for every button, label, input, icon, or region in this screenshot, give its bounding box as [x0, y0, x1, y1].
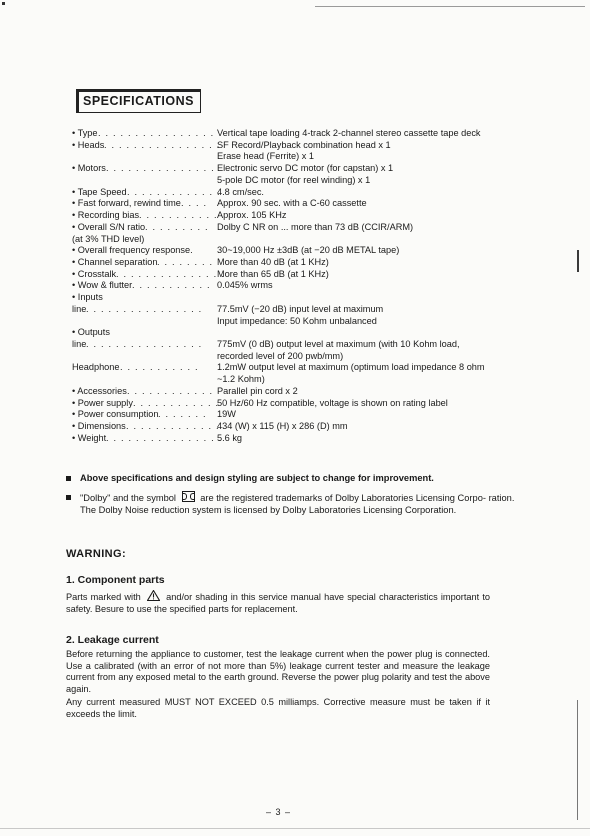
spec-row — [72, 222, 532, 233]
notes-block — [66, 472, 526, 523]
spec-value: 19W — [217, 409, 236, 420]
bullet-icon — [66, 495, 71, 500]
scan-edge-mark — [577, 250, 579, 272]
spec-row — [72, 187, 532, 198]
spec-label: • Recording bias — [72, 210, 140, 220]
spec-row — [72, 398, 532, 409]
spec-leader-dots: . . . . . . . . . . . — [139, 210, 218, 220]
component-parts-heading: 1. Component parts — [66, 574, 165, 586]
spec-value: 775mV (0 dB) output level at maximum (with 10 Kohm load, — [217, 339, 460, 349]
warning-triangle-icon — [147, 590, 160, 601]
spec-label: • Crosstalk — [72, 268, 117, 279]
note-change-text: Above specifications and design styling are subject to change for improvement. — [80, 473, 434, 483]
note-dolby-text-a: "Dolby" and the symbol — [80, 493, 177, 503]
scan-bottom-line — [0, 828, 590, 829]
spec-value: 4.8 cm/sec. — [217, 186, 264, 197]
spec-leader-dots: . . . . . . . . . . . . . . . — [116, 268, 225, 279]
spec-leader-dots: . . . . — [181, 198, 208, 209]
spec-leader-dots: . . . . . . . — [158, 409, 207, 420]
spec-row — [72, 128, 532, 139]
spec-value: 77.5mV (−20 dB) input level at maximum — [217, 303, 384, 314]
specifications-title: SPECIFICATIONS — [76, 89, 201, 113]
spec-value: 30~19,000 Hz ±3dB (at −20 dB METAL tape) — [217, 245, 400, 256]
spec-value: Parallel pin cord x 2 — [217, 385, 298, 396]
spec-label: • Channel separation — [72, 256, 158, 267]
spec-leader-dots: . . . . . . . . . . . . . . . . — [98, 128, 215, 138]
spec-row — [72, 245, 532, 256]
component-parts-text-c: safety. Besure to use the specified parts for replacement. — [66, 603, 298, 614]
spec-value: Vertical tape loading 4-track 2-channel stereo cassette tape deck — [217, 128, 481, 138]
spec-value: 0.045% wrms — [217, 280, 273, 291]
spec-leader-dots: . . . . . . . . . . . . . . . . — [104, 139, 221, 150]
note-dolby-text-c: ration. The Dolby Noise reduction system is licensed by Dolby Laboratories Licensing Corporation. — [80, 493, 515, 515]
spec-value: 1.2mW output level at maximum (optimum load impedance 8 ohm — [217, 362, 485, 373]
spec-leader-dots: . . . . . . . . . . . . . . . . — [106, 432, 223, 443]
spec-label: • Type — [72, 128, 98, 138]
spec-value: Input impedance: 50 Kohm unbalanced — [217, 315, 377, 326]
page-number: – 3 – — [266, 807, 292, 817]
leakage-current-para1: Before returning the appliance to customer, test the leakage current when the power plug is connected. Use a calibrated (with an error of not more than 5%) leakage current tester and measure the leakage current from any exposed metal to the earth ground. Reverse the power plug polarity and test the above again. — [66, 649, 490, 694]
spec-value: Erase head (Ferrite) x 1 — [217, 151, 315, 162]
warning-heading: WARNING: — [66, 548, 127, 560]
spec-leader-dots: . . . . . . . . . . . . . — [127, 186, 221, 197]
leakage-current-heading: 2. Leakage current — [66, 634, 159, 646]
spec-label: • Accessories — [72, 385, 127, 396]
spec-row — [72, 433, 532, 444]
spec-row — [72, 140, 532, 151]
spec-row — [72, 386, 532, 397]
spec-value: 5.6 kg — [217, 432, 243, 443]
spec-row — [72, 339, 532, 350]
spec-leader-dots: . . . . . . . . . . . . . . . — [106, 163, 215, 174]
spec-leader-dots: . . . . . . . . . — [145, 221, 209, 232]
spec-label: • Fast forward, rewind time — [72, 198, 181, 209]
spec-row — [72, 175, 532, 186]
spec-label: • Tape Speed — [72, 186, 127, 197]
note-dolby — [66, 491, 526, 516]
component-parts-text-b: and/or shading in this service manual have special characteristics important to — [166, 592, 491, 602]
scan-edge-mark — [577, 700, 578, 820]
bullet-icon — [66, 476, 71, 481]
leakage-current-para2: Any current measured MUST NOT EXCEED 0.5 milliamps. Corrective measure must be taken if it exceeds the limit. — [66, 697, 490, 719]
spec-row — [72, 362, 532, 373]
spec-label: • Dimensions — [72, 421, 126, 431]
spec-value: 50 Hz/60 Hz compatible, voltage is shown on rating label — [217, 397, 448, 408]
spec-label: • Weight — [72, 432, 107, 443]
spec-row — [72, 421, 532, 432]
spec-value: 5-pole DC motor (for reel winding) x 1 — [217, 174, 371, 185]
component-parts-text-a: Parts marked with — [66, 592, 141, 602]
spec-row — [72, 351, 532, 362]
spec-label: • Inputs — [72, 292, 103, 303]
spec-label: • Heads — [72, 139, 105, 150]
spec-leader-dots: . . . . . . . . . . . . . — [126, 421, 220, 431]
spec-value: ~1.2 Kohm) — [217, 374, 265, 385]
scan-mark — [2, 2, 5, 5]
component-parts-text — [66, 590, 490, 615]
spec-value: Electronic servo DC motor (for capstan) x 1 — [217, 163, 394, 174]
spec-value: More than 65 dB (at 1 KHz) — [217, 268, 329, 279]
spec-label: • Power supply — [72, 397, 133, 408]
spec-value: Dolby C NR on ... more than 73 dB (CCIR/ARM) — [217, 221, 414, 232]
spec-leader-dots: . . . . . . . . . . . . — [127, 385, 214, 396]
spec-value: Approx. 90 sec. with a C-60 cassette — [217, 198, 367, 209]
spec-value: SF Record/Playback combination head x 1 — [217, 139, 391, 150]
spec-row — [72, 280, 532, 291]
spec-value: Approx. 105 KHz — [217, 210, 287, 220]
dolby-symbol-icon — [182, 491, 195, 502]
spec-row — [72, 292, 532, 303]
spec-label: (at 3% THD level) — [72, 233, 145, 244]
spec-row — [72, 269, 532, 280]
spec-label: Headphone — [72, 362, 120, 373]
spec-label: • Overall S/N ratio — [72, 221, 146, 232]
spec-label: line — [72, 303, 87, 314]
spec-value: 434 (W) x 115 (H) x 286 (D) mm — [217, 421, 348, 431]
spec-row — [72, 210, 532, 221]
spec-row — [72, 257, 532, 268]
spec-label: • Power consumption — [72, 409, 159, 420]
spec-row — [72, 374, 532, 385]
spec-value: More than 40 dB (at 1 KHz) — [217, 256, 329, 267]
spec-row — [72, 304, 532, 315]
spec-label: • Overall frequency response. — [72, 245, 193, 256]
spec-row — [72, 151, 532, 162]
spec-leader-dots: . . . . . . . . . . . . . . . . — [86, 303, 203, 314]
note-change — [66, 472, 526, 484]
spec-leader-dots: . . . . . . . . . . . . . . . . — [86, 339, 203, 349]
note-dolby-text-b: are the registered trademarks of Dolby Laboratories Licensing Corpo- — [200, 493, 486, 503]
spec-label: • Outputs — [72, 327, 110, 338]
spec-row — [72, 234, 532, 245]
top-rule — [315, 6, 585, 7]
spec-leader-dots: . . . . . . . . . . . — [120, 362, 199, 373]
spec-row — [72, 198, 532, 209]
spec-label: line — [72, 339, 87, 349]
spec-row — [72, 163, 532, 174]
spec-leader-dots: . . . . . . . . . . . . — [133, 397, 220, 408]
spec-row — [72, 316, 532, 327]
spec-leader-dots: . . . . . . . . . . . — [132, 280, 211, 291]
spec-label: • Wow & flutter — [72, 280, 133, 291]
spec-label: • Motors — [72, 163, 106, 174]
spec-value: recorded level of 200 pwb/mm) — [217, 350, 344, 361]
spec-row — [72, 327, 532, 338]
spec-row — [72, 409, 532, 420]
spec-leader-dots: . . . . . . . . — [157, 256, 214, 267]
